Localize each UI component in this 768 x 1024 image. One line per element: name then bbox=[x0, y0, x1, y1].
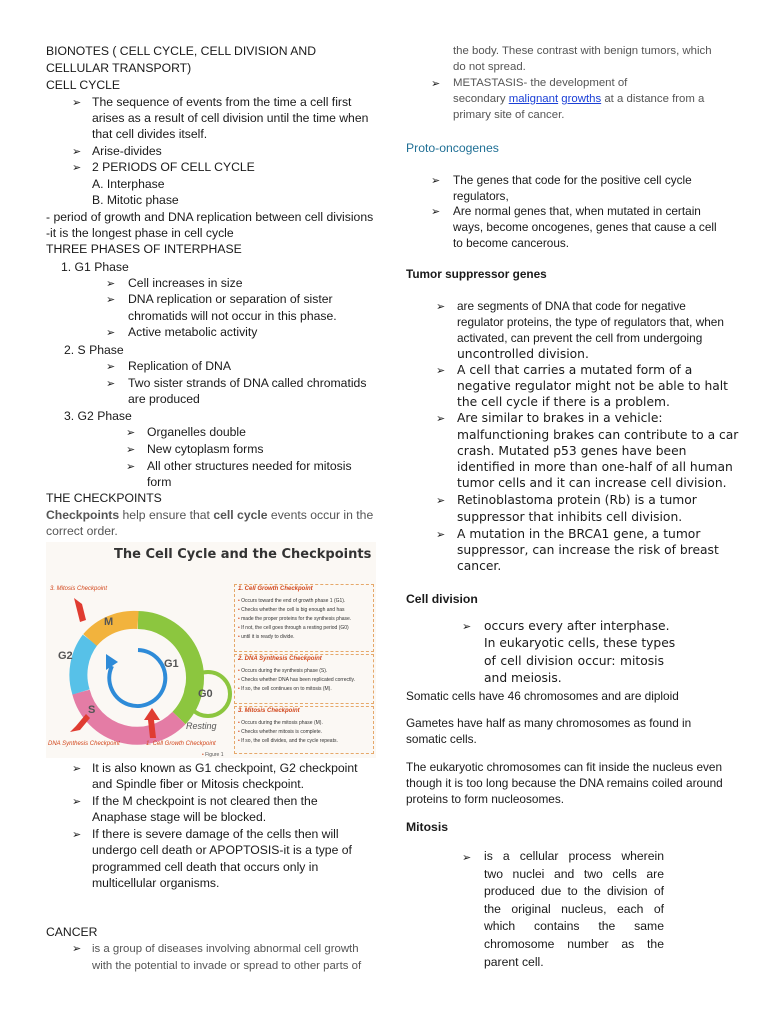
ts-line: malfunctioning brakes can contribute to a car bbox=[457, 428, 739, 442]
checkpoint-note: undergo cell death or APOPTOSIS-it is a type of bbox=[92, 843, 352, 857]
ts-line: tumor cells and it can increase cell division. bbox=[457, 476, 727, 490]
eukaryotic-line: proteins to form nucleosomes. bbox=[406, 792, 565, 806]
bullet-icon: ➢ bbox=[126, 444, 136, 456]
box1-line: • Occurs toward the end of growth phase 1 (G1). bbox=[238, 598, 345, 604]
checkpoints-text: help ensure that bbox=[119, 508, 214, 522]
s-item: Two sister strands of DNA called chromatids bbox=[128, 376, 367, 390]
s-segment bbox=[81, 692, 179, 736]
ts-line: crash. Mutated p53 genes have been bbox=[457, 444, 687, 458]
checkpoint-note: multicellular organisms. bbox=[92, 876, 220, 890]
g2-segment bbox=[78, 640, 90, 692]
checkpoint-note: It is also known as G1 checkpoint, G2 checkpoint bbox=[92, 761, 358, 775]
mitosis-line: chromosome number as the bbox=[484, 937, 664, 951]
g1-item: Cell increases in size bbox=[128, 276, 243, 290]
ts-line: regulator proteins, the type of regulators that, when bbox=[457, 315, 724, 329]
bullet-icon: ➢ bbox=[126, 461, 136, 473]
checkpoint-note: If the M checkpoint is not cleared then the bbox=[92, 794, 318, 808]
m-segment bbox=[90, 620, 138, 640]
note-line: - period of growth and DNA replication between cell divisions bbox=[46, 210, 374, 224]
checkpoint-note: and Spindle fiber or Mitosis checkpoint. bbox=[92, 777, 305, 791]
note-line: -it is the longest phase in cell cycle bbox=[46, 226, 234, 240]
g0-label: G0 bbox=[198, 688, 213, 700]
checkpoint-note: Anaphase stage will be blocked. bbox=[92, 810, 267, 824]
bullet-icon: ➢ bbox=[126, 427, 136, 439]
proto-line: ways, become oncogenes, genes that cause a cell bbox=[453, 220, 717, 234]
bullet-icon: ➢ bbox=[462, 852, 472, 864]
proto-line: The genes that code for the positive cell cycle bbox=[453, 173, 692, 187]
box3-line: • Checks whether mitosis is complete. bbox=[238, 729, 322, 735]
mitosis-heading: Mitosis bbox=[406, 820, 448, 834]
metastasis-line bbox=[453, 75, 627, 92]
bullet-icon: ➢ bbox=[72, 943, 82, 955]
ts-line: A cell that carries a mutated form of a bbox=[457, 363, 693, 377]
box1-line: • If not, the cell goes through a resting period (G0) bbox=[238, 625, 349, 631]
resting-label: Resting bbox=[186, 721, 217, 731]
g2-item: All other structures needed for mitosis bbox=[147, 459, 352, 473]
cd-line: occurs every after interphase. bbox=[484, 619, 670, 633]
bullet-icon: ➢ bbox=[72, 162, 82, 174]
bullet-icon: ➢ bbox=[72, 829, 82, 841]
box2-line: • If so, the cell continues on to mitosis (M). bbox=[238, 686, 332, 692]
bullet-icon: ➢ bbox=[462, 621, 472, 633]
growths-link[interactable]: growths bbox=[561, 93, 602, 105]
ts-line: the cell cycle if there is a problem. bbox=[457, 395, 670, 409]
m-label: M bbox=[104, 616, 114, 628]
bullet-icon: ➢ bbox=[72, 97, 82, 109]
bullet-icon: ➢ bbox=[106, 327, 116, 339]
cancer-heading: CANCER bbox=[46, 925, 98, 939]
tumor-suppressor-heading: Tumor suppressor genes bbox=[406, 267, 547, 281]
cancer-line: do not spread. bbox=[453, 61, 526, 73]
box3-title: 3. Mitosis Checkpoint bbox=[238, 708, 300, 714]
checkpoint-note: programmed cell death that occurs only in bbox=[92, 860, 319, 874]
checkpoints-heading: THE CHECKPOINTS bbox=[46, 491, 162, 505]
cd-line: In eukaryotic cells, these types bbox=[484, 636, 676, 650]
mitosis-line: parent cell. bbox=[484, 955, 544, 969]
bullet-icon: ➢ bbox=[72, 796, 82, 808]
cc-line: that cell divides itself. bbox=[92, 127, 208, 141]
box1-line: • Checks whether the cell is big enough and has bbox=[238, 607, 345, 613]
cancer-line: with the potential to invade or spread to other parts of bbox=[92, 960, 362, 972]
cell-cycle-figure bbox=[46, 542, 376, 758]
somatic-line: Somatic cells have 46 chromosomes and are diploid bbox=[406, 689, 679, 703]
metastasis-text-end: at a distance from a bbox=[601, 93, 705, 105]
g2-item: form bbox=[147, 475, 172, 489]
cc-line: Arise-divides bbox=[92, 144, 162, 158]
bullet-icon: ➢ bbox=[431, 206, 441, 218]
g2-label: G2 bbox=[58, 650, 73, 662]
ts-line: Retinoblastoma protein (Rb) is a tumor bbox=[457, 493, 697, 507]
checkpoints-term: Checkpoints bbox=[46, 508, 120, 522]
g1-item: DNA replication or separation of sister bbox=[128, 292, 333, 306]
mitosis-line: produced due to the division of bbox=[484, 884, 664, 898]
cc-line: 2 PERIODS OF CELL CYCLE bbox=[92, 160, 255, 174]
box1-line: • until it is ready to divide. bbox=[238, 634, 295, 640]
s-phase-label: 2. S Phase bbox=[64, 343, 124, 357]
box2-title: 2. DNA Synthesis Checkpoint bbox=[238, 656, 322, 662]
bullet-icon: ➢ bbox=[106, 361, 116, 373]
ts-line: are segments of DNA that code for negative bbox=[457, 299, 686, 313]
cd-line: and meiosis. bbox=[484, 671, 562, 685]
box3-line: • Occurs during the mitosis phase (M). bbox=[238, 720, 323, 726]
metastasis-term: METASTASIS bbox=[453, 77, 524, 89]
bullet-icon: ➢ bbox=[72, 763, 82, 775]
mitosis-line: the original nucleus, each of bbox=[484, 902, 664, 916]
s-item: Replication of DNA bbox=[128, 359, 231, 373]
cc-line: A. Interphase bbox=[92, 177, 165, 191]
bullet-icon: ➢ bbox=[106, 278, 116, 290]
dna-checkpoint-arrow-icon bbox=[70, 714, 90, 732]
box2-line: • Occurs during the synthesis phase (S). bbox=[238, 668, 327, 674]
mitosis-checkpoint-label: 3. Mitosis Checkpoint bbox=[50, 586, 108, 592]
mitosis-checkpoint-arrow-icon bbox=[74, 598, 86, 622]
interphase-heading: THREE PHASES OF INTERPHASE bbox=[46, 242, 242, 256]
ts-line: cancer. bbox=[457, 559, 502, 573]
box3-line: • If so, the cell divides, and the cycle repeats. bbox=[238, 738, 338, 744]
ts-line: suppressor, can increase the risk of breast bbox=[457, 543, 719, 557]
figure-title: The Cell Cycle and the Checkpoints bbox=[114, 547, 372, 562]
mitosis-line: is a cellular process wherein bbox=[484, 849, 664, 863]
box1-line: • made the proper proteins for the synthesis phase. bbox=[238, 616, 351, 622]
checkpoints-intro bbox=[46, 507, 373, 524]
cc-line: arises as a result of cell division until the time when bbox=[92, 111, 369, 125]
checkpoints-text-end: events occur in the bbox=[267, 508, 374, 522]
g2-item: New cytoplasm forms bbox=[147, 442, 264, 456]
cell-division-heading: Cell division bbox=[406, 592, 478, 606]
eukaryotic-line: The eukaryotic chromosomes can fit inside the nucleus even bbox=[406, 760, 723, 774]
s-item: are produced bbox=[128, 392, 200, 406]
bullet-icon: ➢ bbox=[436, 413, 446, 425]
ts-line: identified in more than one-half of all human bbox=[457, 460, 733, 474]
ts-line: activated, can prevent the cell from undergoing bbox=[457, 331, 703, 345]
g1-phase-label: 1. G1 Phase bbox=[61, 260, 129, 274]
ts-line: uncontrolled division. bbox=[457, 347, 589, 361]
gametes-line: somatic cells. bbox=[406, 732, 477, 746]
cell-cycle-heading: CELL CYCLE bbox=[46, 78, 121, 92]
bullet-icon: ➢ bbox=[106, 378, 116, 390]
proto-line: to become cancerous. bbox=[453, 236, 570, 250]
eukaryotic-line: though it is too long because the DNA remains coiled around bbox=[406, 776, 723, 790]
proto-line: regulators, bbox=[453, 189, 509, 203]
mitosis-line: two nuclei and two cells are bbox=[484, 867, 664, 881]
bullet-icon: ➢ bbox=[436, 529, 446, 541]
cancer-line: is a group of diseases involving abnormal cell growth bbox=[92, 943, 359, 955]
g1-label: G1 bbox=[164, 658, 179, 670]
box2-line: • Checks whether DNA has been replicated correctly. bbox=[238, 677, 355, 683]
doc-title: BIONOTES ( CELL CYCLE, CELL DIVISION AND bbox=[46, 44, 317, 58]
growth-checkpoint-label: 1. Cell Growth Checkpoint bbox=[146, 741, 216, 747]
bullet-icon: ➢ bbox=[431, 78, 441, 90]
metastasis-line bbox=[453, 91, 704, 108]
dna-checkpoint-label: DNA Synthesis Checkpoint bbox=[48, 741, 120, 747]
bullet-icon: ➢ bbox=[72, 146, 82, 158]
metastasis-def: - the development of bbox=[523, 77, 628, 89]
bullet-icon: ➢ bbox=[436, 365, 446, 377]
cc-line: The sequence of events from the time a cell first bbox=[92, 95, 352, 109]
cd-line: of cell division occur: mitosis bbox=[484, 654, 664, 668]
figure-caption: • Figure 1 bbox=[202, 752, 223, 758]
box1-title: 1. Cell Growth Checkpoint bbox=[238, 586, 313, 592]
bullet-icon: ➢ bbox=[436, 495, 446, 507]
bullet-icon: ➢ bbox=[436, 301, 446, 313]
cell-cycle-term: cell cycle bbox=[213, 508, 268, 522]
gametes-line: Gametes have half as many chromosomes as found in bbox=[406, 716, 692, 730]
bullet-icon: ➢ bbox=[431, 175, 441, 187]
g1-item: chromatids will not occur in this phase. bbox=[128, 309, 337, 323]
g1-item: Active metabolic activity bbox=[128, 325, 258, 339]
g2-phase-label: 3. G2 Phase bbox=[64, 409, 132, 423]
s-label: S bbox=[88, 704, 96, 716]
bullet-icon: ➢ bbox=[106, 294, 116, 306]
cancer-line: the body. These contrast with benign tumors, which bbox=[453, 45, 712, 57]
checkpoints-intro-cont: correct order. bbox=[46, 524, 118, 538]
checkpoint-note: If there is severe damage of the cells then will bbox=[92, 827, 339, 841]
ts-line: A mutation in the BRCA1 gene, a tumor bbox=[457, 527, 701, 541]
doc-title-cont: CELLULAR TRANSPORT) bbox=[46, 61, 192, 75]
proto-oncogenes-heading: Proto-oncogenes bbox=[406, 141, 499, 155]
ts-line: negative regulator might not be able to halt bbox=[457, 379, 729, 393]
ts-line: Are similar to brakes in a vehicle: bbox=[457, 411, 663, 425]
metastasis-line: primary site of cancer. bbox=[453, 109, 565, 121]
mitosis-line: which contains the same bbox=[484, 919, 664, 933]
malignant-link[interactable]: malignant bbox=[508, 93, 559, 105]
proto-line: Are normal genes that, when mutated in certain bbox=[453, 204, 701, 218]
metastasis-text: secondary bbox=[453, 93, 509, 105]
g2-item: Organelles double bbox=[147, 425, 246, 439]
ts-line: suppressor that inhibits cell division. bbox=[457, 510, 683, 524]
cycle-arrow-icon bbox=[109, 650, 165, 706]
cc-line: B. Mitotic phase bbox=[92, 193, 179, 207]
